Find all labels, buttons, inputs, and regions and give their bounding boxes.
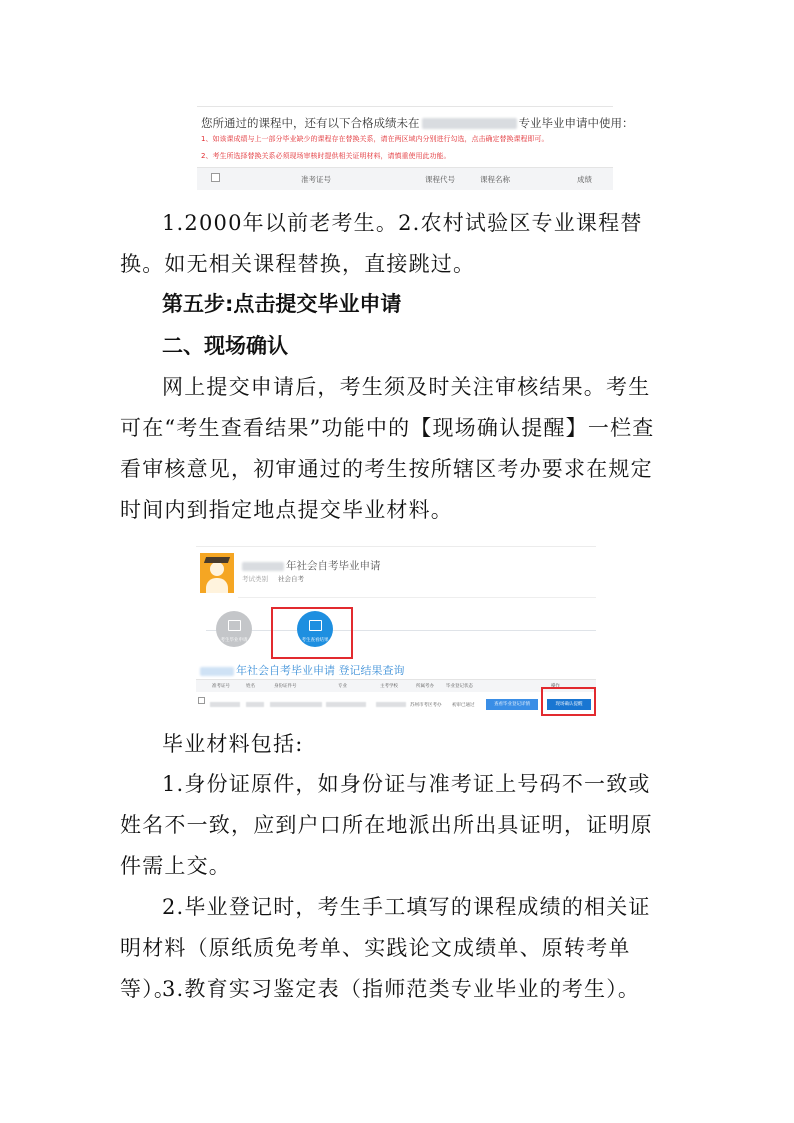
header-exam-id: 准考证号 (301, 175, 331, 184)
header-course-name: 课程名称 (480, 175, 510, 184)
row-office: 苏州市考区考办 (410, 703, 442, 708)
highlight-box (541, 687, 596, 716)
col-status: 毕业登记状态 (446, 684, 473, 689)
col-school: 主考学校 (380, 684, 398, 689)
note-1: 1、如该课成绩与上一部分毕业缺少的课程存在替换关系，请在两区域内分别进行勾选，点击确定替换课程即可。 (201, 135, 549, 143)
list-item-3: 3.教育实习鉴定表（指师范类专业毕业的考生）。 (162, 977, 641, 1001)
heading-section2: 二、现场确认 (162, 334, 288, 358)
note-2: 2、考生所选择替换关系必须现场审核时提供相关证明材料，请慎重使用此功能。 (201, 152, 451, 160)
onsite-confirm-button[interactable]: 现场确认提醒 (547, 699, 591, 710)
screenshot-title (201, 115, 634, 131)
step-apply-button[interactable] (216, 611, 252, 647)
avatar-cap (204, 557, 230, 563)
course-replacement-screenshot (197, 106, 634, 191)
redacted-year (242, 562, 284, 571)
col-name: 姓名 (246, 684, 255, 689)
avatar-body (206, 578, 228, 593)
col-id-number: 身份证件号 (274, 684, 297, 689)
col-action: 操作 (551, 684, 560, 689)
title-suffix: 专业毕业申请中使用： (518, 116, 634, 130)
redacted-cell (210, 702, 240, 707)
col-office: 所属考办 (416, 684, 434, 689)
header-divider (238, 597, 596, 598)
col-major: 专业 (338, 684, 347, 689)
app-title (242, 558, 381, 573)
redacted-cell (246, 702, 264, 707)
title-prefix: 您所通过的课程中，还有以下合格成绩未在 (201, 116, 420, 130)
query-title (200, 662, 405, 678)
exam-type-label: 考试类别 (242, 575, 268, 583)
paragraph-1: 1.2000年以前老考生。2.农村试验区专业课程替换。如无相关课程替换，直接跳过。 (120, 211, 643, 276)
redacted-year (200, 667, 234, 676)
header-course-code: 课程代号 (425, 175, 455, 184)
exam-type-value: 社会自考 (278, 575, 304, 583)
paragraph-3: 毕业材料包括: (162, 732, 304, 756)
table-header (197, 167, 613, 190)
query-title-text: 年社会自考毕业申请 登记结果查询 (236, 664, 405, 677)
list-item-1: 1.身份证原件，如身份证与准考证上号码不一致或姓名不一致，应到户口所在地派出所出具证明，证明原件需上交。 (120, 772, 653, 878)
col-exam-id: 准考证号 (212, 684, 230, 689)
step-apply-label: 考生毕业申请 (220, 638, 248, 643)
select-all-checkbox[interactable] (211, 173, 220, 182)
avatar-head (210, 562, 224, 576)
result-table (196, 679, 596, 718)
graduate-avatar (200, 553, 234, 593)
exam-type-row (242, 574, 304, 583)
header-score: 成绩 (577, 175, 592, 184)
step-view-label: 考生查看结果 (301, 638, 329, 643)
heading-step5: 第五步:点击提交毕业申请 (162, 292, 402, 316)
redacted-cell (270, 702, 322, 707)
row-checkbox[interactable] (198, 697, 205, 704)
step-timeline (206, 630, 596, 631)
list-item-2: 2.毕业登记时，考生手工填写的课程成绩的相关证明材料（原纸质免考单、实践论文成绩单、原转考单等）。 (120, 895, 651, 1001)
redacted-cell (376, 702, 406, 707)
redacted-major (422, 118, 517, 129)
redacted-cell (326, 702, 366, 707)
highlight-box (271, 607, 353, 659)
monitor-icon (228, 620, 241, 631)
row-status: 初审已通过 (452, 703, 475, 708)
paragraph-2: 网上提交申请后，考生须及时关注审核结果。考生可在“考生查看结果”功能中的【现场确认提醒】一栏查看审核意见，初审通过的考生按所辖区考办要求在规定时间内到指定地点提交毕业材料。 (120, 375, 655, 522)
view-details-button[interactable]: 查看毕业登记详情 (486, 699, 538, 710)
application-status-screenshot (196, 546, 596, 717)
app-title-text: 年社会自考毕业申请 (286, 560, 381, 572)
